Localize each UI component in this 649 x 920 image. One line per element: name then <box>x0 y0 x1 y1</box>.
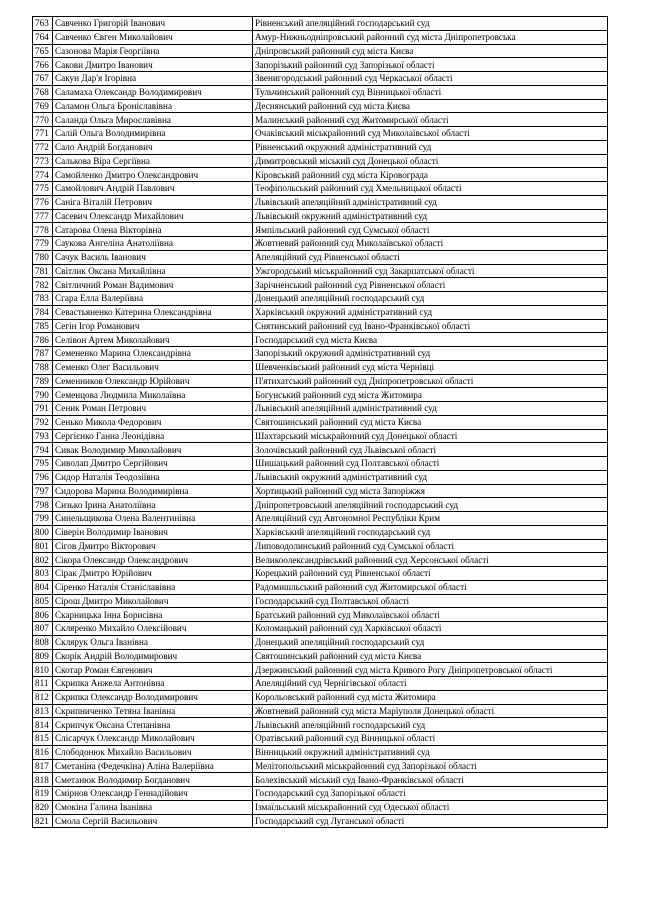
court-name: Господарський суд Луганської області <box>253 814 608 828</box>
judge-name: Смокіна Галина Іванівна <box>53 800 253 814</box>
court-name: Жовтневий районний суд міста Маріуполя Донецької області <box>253 704 608 718</box>
court-name: Малинський районний суд Житомирської області <box>253 113 608 127</box>
table-row <box>33 264 608 278</box>
judge-name: Скрипка Анжела Антонівна <box>53 677 253 691</box>
row-number: 805 <box>33 594 53 608</box>
judge-name: Самойленко Дмитро Олександрович <box>53 168 253 182</box>
row-number: 797 <box>33 484 53 498</box>
row-number: 798 <box>33 498 53 512</box>
row-number: 778 <box>33 223 53 237</box>
row-number: 817 <box>33 759 53 773</box>
table-row <box>33 690 608 704</box>
table-row <box>33 415 608 429</box>
table-row <box>33 787 608 801</box>
court-name: Дніпровський районний суд міста Києва <box>253 44 608 58</box>
table-row <box>33 195 608 209</box>
judge-name: Семенко Олег Васильович <box>53 360 253 374</box>
court-name: Рівненський апеляційний господарський суд <box>253 17 608 31</box>
judge-name: Світличний Роман Вадимович <box>53 278 253 292</box>
court-name: Зарічненський районний суд Рівненської області <box>253 278 608 292</box>
judges-table <box>32 16 608 828</box>
row-number: 777 <box>33 209 53 223</box>
table-row <box>33 677 608 691</box>
row-number: 814 <box>33 718 53 732</box>
table-row <box>33 44 608 58</box>
court-name: Шахтарський міськрайонний суд Донецької області <box>253 429 608 443</box>
judge-name: Сасевич Олександр Михайлович <box>53 209 253 223</box>
judge-name: Скляренко Михайло Олексійович <box>53 622 253 636</box>
row-number: 767 <box>33 72 53 86</box>
row-number: 813 <box>33 704 53 718</box>
judge-name: Склярук Ольга Іванівна <box>53 635 253 649</box>
table-row <box>33 649 608 663</box>
court-name: Запорізький окружний адміністративний суд <box>253 347 608 361</box>
table-row <box>33 814 608 828</box>
table-row <box>33 512 608 526</box>
judge-name: Саніга Віталій Петрович <box>53 195 253 209</box>
row-number: 791 <box>33 402 53 416</box>
court-name: Львівський окружний адміністративний суд <box>253 470 608 484</box>
judge-name: Севастьяненко Катерина Олександрівна <box>53 305 253 319</box>
court-name: Шишацький районний суд Полтавської області <box>253 457 608 471</box>
court-name: Радомишльський районний суд Житомирської області <box>253 580 608 594</box>
judge-name: Сазонова Марія Георгіївна <box>53 44 253 58</box>
table-row <box>33 773 608 787</box>
table-row <box>33 704 608 718</box>
court-name: Коломацький районний суд Харківської області <box>253 622 608 636</box>
judge-name: Сметаніна (Федечкіна) Аліна Валеріївна <box>53 759 253 773</box>
row-number: 815 <box>33 732 53 746</box>
judge-name: Сегін Ігор Романович <box>53 319 253 333</box>
row-number: 807 <box>33 622 53 636</box>
row-number: 796 <box>33 470 53 484</box>
judge-name: Саламон Ольга Броніславівна <box>53 99 253 113</box>
table-row <box>33 745 608 759</box>
judge-name: Сало Андрій Богданович <box>53 140 253 154</box>
court-name: Вінницький окружний адміністративний суд <box>253 745 608 759</box>
row-number: 793 <box>33 429 53 443</box>
row-number: 789 <box>33 374 53 388</box>
row-number: 819 <box>33 787 53 801</box>
court-name: Апеляційний суд Автономної Республіки Крим <box>253 512 608 526</box>
row-number: 792 <box>33 415 53 429</box>
table-row <box>33 635 608 649</box>
table-row <box>33 250 608 264</box>
court-name: Шевченківський районний суд міста Чернівці <box>253 360 608 374</box>
table-row <box>33 319 608 333</box>
court-name: Деснянський районний суд міста Києва <box>253 99 608 113</box>
row-number: 811 <box>33 677 53 691</box>
table-row <box>33 525 608 539</box>
judge-name: Скрипка Олександр Володимирович <box>53 690 253 704</box>
row-number: 781 <box>33 264 53 278</box>
court-name: Апеляційний суд Рівненської області <box>253 250 608 264</box>
table-row <box>33 594 608 608</box>
court-name: Золочівський районний суд Львівської області <box>253 443 608 457</box>
court-name: Тульчинський районний суд Вінницької області <box>253 85 608 99</box>
table-row <box>33 223 608 237</box>
judge-name: Скрипчук Оксана Степанівна <box>53 718 253 732</box>
row-number: 766 <box>33 58 53 72</box>
judge-name: Семененко Марина Олександрівна <box>53 347 253 361</box>
table-row <box>33 622 608 636</box>
row-number: 804 <box>33 580 53 594</box>
judge-name: Слободонюк Михайло Васильович <box>53 745 253 759</box>
judge-name: Сенько Микола Федорович <box>53 415 253 429</box>
table-row <box>33 374 608 388</box>
row-number: 775 <box>33 182 53 196</box>
row-number: 782 <box>33 278 53 292</box>
table-row <box>33 278 608 292</box>
judge-name: Слісарчук Олександр Миколайович <box>53 732 253 746</box>
row-number: 785 <box>33 319 53 333</box>
court-name: Корецький районний суд Рівненської області <box>253 567 608 581</box>
table-row <box>33 182 608 196</box>
row-number: 790 <box>33 388 53 402</box>
court-name: Львівський окружний адміністративний суд <box>253 209 608 223</box>
row-number: 809 <box>33 649 53 663</box>
court-name: Ужгородський міськрайонний суд Закарпатської області <box>253 264 608 278</box>
row-number: 771 <box>33 127 53 141</box>
court-name: Харківський апеляційний господарський суд <box>253 525 608 539</box>
judge-name: Скарницька Інна Борисівна <box>53 608 253 622</box>
judge-name: Смірнов Олександр Геннадійович <box>53 787 253 801</box>
table-row <box>33 347 608 361</box>
court-name: Мелітопольський міськрайонний суд Запорізької області <box>253 759 608 773</box>
judge-name: Сіренко Наталія Станіславівна <box>53 580 253 594</box>
judge-name: Салій Ольга Володимирівна <box>53 127 253 141</box>
court-name: П'ятихатський районний суд Дніпропетровської області <box>253 374 608 388</box>
table-row <box>33 402 608 416</box>
row-number: 806 <box>33 608 53 622</box>
row-number: 820 <box>33 800 53 814</box>
judge-name: Сатарова Олена Вікторівна <box>53 223 253 237</box>
row-number: 780 <box>33 250 53 264</box>
row-number: 774 <box>33 168 53 182</box>
row-number: 801 <box>33 539 53 553</box>
court-name: Липоводолинський районний суд Сумської області <box>253 539 608 553</box>
court-name: Кіровський районний суд міста Кіровограда <box>253 168 608 182</box>
row-number: 799 <box>33 512 53 526</box>
court-name: Жовтневий районний суд Миколаївської області <box>253 237 608 251</box>
row-number: 768 <box>33 85 53 99</box>
row-number: 784 <box>33 305 53 319</box>
table-body <box>33 17 608 828</box>
judge-name: Сікора Олександр Олександрович <box>53 553 253 567</box>
row-number: 787 <box>33 347 53 361</box>
court-name: Львівський апеляційний адміністративний суд <box>253 402 608 416</box>
judge-name: Скотар Роман Євгенович <box>53 663 253 677</box>
row-number: 803 <box>33 567 53 581</box>
judge-name: Самойлович Андрій Павлович <box>53 182 253 196</box>
row-number: 818 <box>33 773 53 787</box>
judge-name: Семенцова Людмила Миколаївна <box>53 388 253 402</box>
table-row <box>33 127 608 141</box>
row-number: 779 <box>33 237 53 251</box>
judge-name: Сакун Дар'я Ігорівна <box>53 72 253 86</box>
court-name: Святошинський районний суд міста Києва <box>253 415 608 429</box>
court-name: Донецький апеляційний господарський суд <box>253 292 608 306</box>
row-number: 810 <box>33 663 53 677</box>
judge-name: Сизько Ірина Анатоліївна <box>53 498 253 512</box>
court-name: Богунський районний суд міста Житомира <box>253 388 608 402</box>
table-row <box>33 237 608 251</box>
court-name: Болехівський міський суд Івано-Франківської області <box>253 773 608 787</box>
row-number: 816 <box>33 745 53 759</box>
judge-name: Сірак Дмитро Юрійович <box>53 567 253 581</box>
table-row <box>33 800 608 814</box>
court-name: Господарський суд міста Києва <box>253 333 608 347</box>
table-row <box>33 58 608 72</box>
court-name: Апеляційний суд Чернігівської області <box>253 677 608 691</box>
court-name: Хортицький районний суд міста Запоріжжя <box>253 484 608 498</box>
judge-name: Савченко Євген Миколайович <box>53 30 253 44</box>
judge-name: Сергієнко Ганна Леонідівна <box>53 429 253 443</box>
court-name: Ямпільський районний суд Сумської області <box>253 223 608 237</box>
table-row <box>33 154 608 168</box>
court-name: Амур-Нижньодніпровський районний суд міста Дніпропетровська <box>253 30 608 44</box>
court-name: Братський районний суд Миколаївської області <box>253 608 608 622</box>
table-row <box>33 484 608 498</box>
table-row <box>33 718 608 732</box>
judge-name: Савченко Григорій Іванович <box>53 17 253 31</box>
judge-name: Сгара Елла Валеріївна <box>53 292 253 306</box>
court-name: Донецький апеляційний господарський суд <box>253 635 608 649</box>
table-row <box>33 360 608 374</box>
judge-name: Салькова Віра Сергіївна <box>53 154 253 168</box>
judge-name: Сиволап Дмитро Сергійович <box>53 457 253 471</box>
court-name: Очаківський міськрайонний суд Миколаївської області <box>253 127 608 141</box>
court-name: Львівський апеляційний господарський суд <box>253 718 608 732</box>
row-number: 763 <box>33 17 53 31</box>
court-name: Господарський суд Запорізької області <box>253 787 608 801</box>
judge-name: Сивак Володимир Миколайович <box>53 443 253 457</box>
judge-name: Смола Сергій Васильович <box>53 814 253 828</box>
row-number: 794 <box>33 443 53 457</box>
table-row <box>33 113 608 127</box>
table-row <box>33 140 608 154</box>
row-number: 764 <box>33 30 53 44</box>
court-name: Теофіпольський районний суд Хмельницької області <box>253 182 608 196</box>
judge-name: Сакови Дмитро Іванович <box>53 58 253 72</box>
court-name: Корольовський районний суд міста Житомира <box>253 690 608 704</box>
table-row <box>33 732 608 746</box>
row-number: 770 <box>33 113 53 127</box>
judge-name: Селівон Артем Миколайович <box>53 333 253 347</box>
table-row <box>33 759 608 773</box>
court-name: Ізмаїльський міськрайонний суд Одеської області <box>253 800 608 814</box>
table-row <box>33 553 608 567</box>
judge-name: Саукова Ангеліна Анатоліївна <box>53 237 253 251</box>
table-row <box>33 168 608 182</box>
table-row <box>33 457 608 471</box>
table-row <box>33 30 608 44</box>
court-name: Запорізький районний суд Запорізької області <box>253 58 608 72</box>
table-row <box>33 72 608 86</box>
row-number: 773 <box>33 154 53 168</box>
table-row <box>33 539 608 553</box>
judge-name: Саланда Ольга Мирославівна <box>53 113 253 127</box>
court-name: Звенигородський районний суд Черкаської області <box>253 72 608 86</box>
table-row <box>33 99 608 113</box>
judge-name: Сидор Наталія Теодозіївна <box>53 470 253 484</box>
court-name: Дзержинський районний суд міста Кривого Рогу Дніпропетровської області <box>253 663 608 677</box>
judge-name: Скорік Андрій Володимирович <box>53 649 253 663</box>
row-number: 812 <box>33 690 53 704</box>
judge-name: Світлик Оксана Михайлівна <box>53 264 253 278</box>
court-name: Снятинський районний суд Івано-Франківської області <box>253 319 608 333</box>
court-name: Оратівський районний суд Вінницької області <box>253 732 608 746</box>
table-row <box>33 567 608 581</box>
table-row <box>33 209 608 223</box>
table-row <box>33 85 608 99</box>
court-name: Дніпропетровський апеляційний господарський суд <box>253 498 608 512</box>
court-name: Харківський окружний адміністративний суд <box>253 305 608 319</box>
row-number: 776 <box>33 195 53 209</box>
row-number: 795 <box>33 457 53 471</box>
judge-name: Саламаха Олександр Володимирович <box>53 85 253 99</box>
judge-name: Сігов Дмитро Вікторович <box>53 539 253 553</box>
table-row <box>33 333 608 347</box>
table-row <box>33 608 608 622</box>
row-number: 802 <box>33 553 53 567</box>
judge-name: Сметанюк Володимир Богданович <box>53 773 253 787</box>
row-number: 821 <box>33 814 53 828</box>
row-number: 772 <box>33 140 53 154</box>
table-row <box>33 305 608 319</box>
table-row <box>33 470 608 484</box>
court-name: Рівненський окружний адміністративний суд <box>253 140 608 154</box>
judge-name: Сірош Дмитро Миколайович <box>53 594 253 608</box>
table-row <box>33 429 608 443</box>
table-row <box>33 498 608 512</box>
judge-name: Сачук Василь Іванович <box>53 250 253 264</box>
court-name: Святошинський районний суд міста Києва <box>253 649 608 663</box>
table-row <box>33 292 608 306</box>
judge-name: Сидорова Марина Володимирівна <box>53 484 253 498</box>
court-name: Великоолександрівський районний суд Херсонської області <box>253 553 608 567</box>
row-number: 788 <box>33 360 53 374</box>
row-number: 808 <box>33 635 53 649</box>
judge-name: Сіверін Володимир Іванович <box>53 525 253 539</box>
judge-name: Скрипниченко Тетяна Іванівна <box>53 704 253 718</box>
table-row <box>33 580 608 594</box>
court-name: Димитровський міський суд Донецької області <box>253 154 608 168</box>
row-number: 765 <box>33 44 53 58</box>
court-name: Господарський суд Полтавської області <box>253 594 608 608</box>
table-row <box>33 663 608 677</box>
table-row <box>33 443 608 457</box>
table-row <box>33 388 608 402</box>
row-number: 783 <box>33 292 53 306</box>
row-number: 786 <box>33 333 53 347</box>
table-row <box>33 17 608 31</box>
row-number: 769 <box>33 99 53 113</box>
judge-name: Синельщикова Олена Валентинівна <box>53 512 253 526</box>
row-number: 800 <box>33 525 53 539</box>
judge-name: Сеник Роман Петрович <box>53 402 253 416</box>
court-name: Львівський апеляційний адміністративний суд <box>253 195 608 209</box>
judge-name: Семенников Олександр Юрійович <box>53 374 253 388</box>
